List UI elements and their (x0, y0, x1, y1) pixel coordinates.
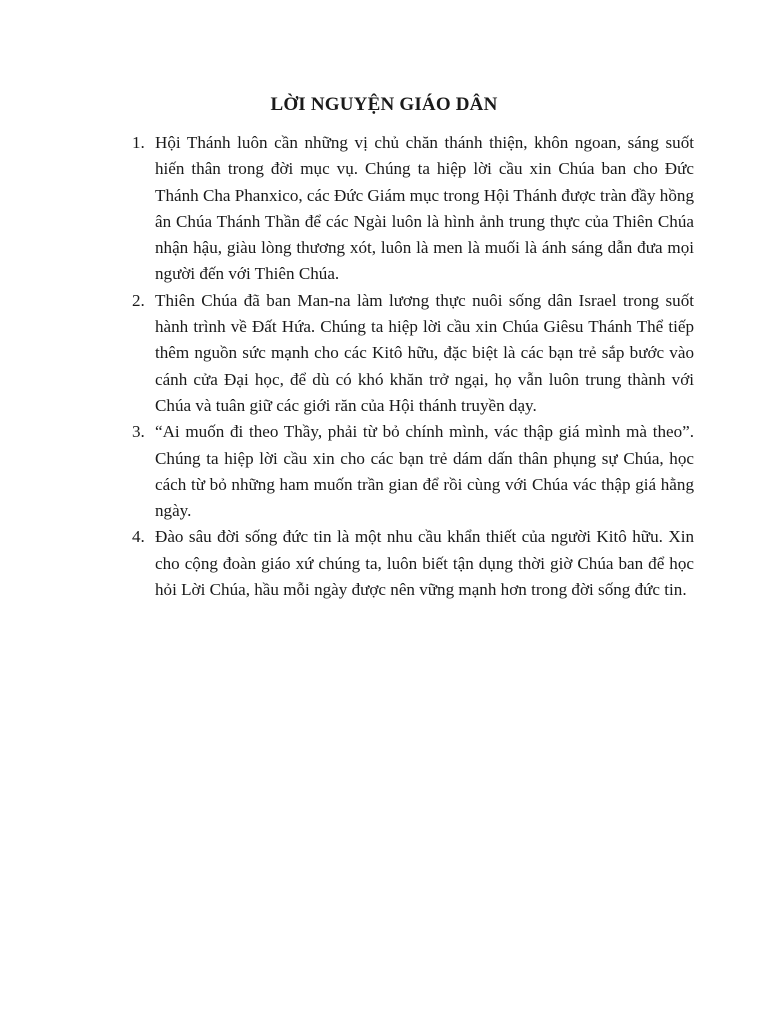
list-item-number: 1. (132, 133, 145, 152)
list-item (131, 288, 694, 419)
list-item-text: Đào sâu đời sống đức tin là một nhu cầu khẩn thiết của người Kitô hữu. Xin cho cộng đoàn giáo xứ chúng ta, luôn biết tận dụng thời giờ Chúa ban để học hỏi Lời Chúa, hầu mỗi ngày được nên vững mạnh hơn trong đời sống đức tin. (155, 527, 694, 600)
list-item (131, 130, 694, 288)
prayer-list (131, 130, 694, 603)
list-item (131, 524, 694, 603)
list-item-text: Hội Thánh luôn cần những vị chủ chăn thánh thiện, khôn ngoan, sáng suốt hiến thân trong đời mục vụ. Chúng ta hiệp lời cầu xin Chúa ban cho Đức Thánh Cha Phanxico, các Đức Giám mục trong Hội Thánh được tràn đầy hồng ân Chúa Thánh Thần để các Ngài luôn là hình ảnh trung thực của Thiên Chúa nhận hậu, giàu lòng thương xót, luôn là men là muối là ánh sáng dẫn đưa mọi người đến với Thiên Chúa. (155, 133, 694, 284)
list-item-text: “Ai muốn đi theo Thầy, phải từ bỏ chính mình, vác thập giá mình mà theo”. Chúng ta hiệp lời cầu xin cho các bạn trẻ dám dấn thân phụng sự Chúa, học cách từ bỏ những ham muốn trần gian để rồi cùng với Chúa vác thập giá hằng ngày. (155, 422, 694, 521)
list-item-number: 4. (132, 527, 145, 547)
document-title: LỜI NGUYỆN GIÁO DÂN (270, 94, 498, 115)
list-item (131, 419, 694, 524)
list-item-number: 3. (132, 422, 145, 442)
list-item-number: 2. (132, 290, 145, 310)
list-item-text: Thiên Chúa đã ban Man-na làm lương thực nuôi sống dân Israel trong suốt hành trình về Đất Hứa. Chúng ta hiệp lời cầu xin Chúa Giêsu Thánh Thể tiếp thêm nguồn sức mạnh cho các Kitô hữu, đặc biệt là các bạn trẻ sắp bước vào cánh cửa Đại học, để dù có khó khăn trở ngại, họ vẫn luôn trung thành với Chúa và tuân giữ các giới răn của Hội thánh truyền dạy. (155, 290, 694, 415)
